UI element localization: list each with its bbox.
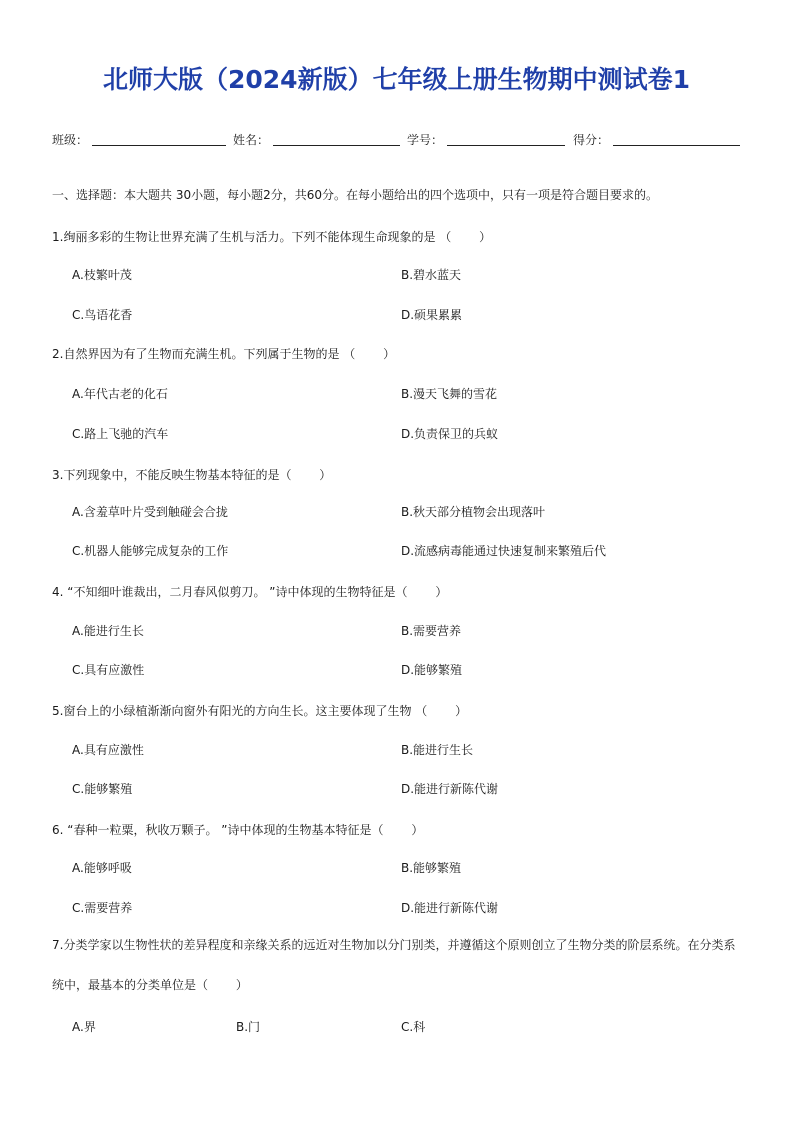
question-3-option-a[interactable]: A.含羞草叶片受到触碰会合拢 <box>72 505 228 519</box>
question-5-option-a[interactable]: A.具有应激性 <box>72 743 144 757</box>
score-blank[interactable] <box>613 145 740 146</box>
question-2-option-c[interactable]: C.路上飞驰的汽车 <box>72 427 169 441</box>
class-label: 班级： <box>52 133 89 147</box>
question-7: 7.分类学家以生物性状的差异程度和亲缘关系的远近对生物加以分门别类，并遵循这个原则创立了生物分类的阶层系统。在分类系统中，最基本的分类单位是（ ） <box>52 938 736 992</box>
question-2-option-a[interactable]: A.年代古老的化石 <box>72 387 168 401</box>
question-3-option-d[interactable]: D.流感病毒能通过快速复制来繁殖后代 <box>401 544 607 558</box>
question-5-option-d[interactable]: D.能进行新陈代谢 <box>401 782 499 796</box>
question-7-option-c[interactable]: C.科 <box>401 1020 426 1034</box>
question-3-option-c[interactable]: C.机器人能够完成复杂的工作 <box>72 544 229 558</box>
question-5-option-c[interactable]: C.能够繁殖 <box>72 782 133 796</box>
name-label: 姓名： <box>233 133 270 147</box>
document-title: 北师大版（2024新版）七年级上册生物期中测试卷1 <box>103 65 690 94</box>
question-5: 5.窗台上的小绿植渐渐向窗外有阳光的方向生长。这主要体现了生物 （ ） <box>52 704 468 718</box>
question-1-option-d[interactable]: D.硕果累累 <box>401 308 463 322</box>
id-label: 学号： <box>407 133 444 147</box>
question-1-option-c[interactable]: C.鸟语花香 <box>72 308 133 322</box>
question-4-option-a[interactable]: A.能进行生长 <box>72 624 144 638</box>
question-2-option-d[interactable]: D.负责保卫的兵蚁 <box>401 427 499 441</box>
question-6-option-c[interactable]: C.需要营养 <box>72 901 133 915</box>
section-heading: 一、选择题：本大题共 30小题，每小题2分，共60分。在每小题给出的四个选项中，只有一项是符合题目要求的。 <box>52 188 658 202</box>
class-blank[interactable] <box>92 145 226 146</box>
question-6-option-b[interactable]: B.能够繁殖 <box>401 861 462 875</box>
question-1: 1.绚丽多彩的生物让世界充满了生机与活力。下列不能体现生命现象的是 （ ） <box>52 230 492 244</box>
name-blank[interactable] <box>273 145 400 146</box>
question-6-option-a[interactable]: A.能够呼吸 <box>72 861 132 875</box>
question-1-option-b[interactable]: B.碧水蓝天 <box>401 268 462 282</box>
student-info-row <box>52 131 742 149</box>
question-4-option-c[interactable]: C.具有应激性 <box>72 663 145 677</box>
question-7-option-b[interactable]: B.门 <box>236 1020 261 1034</box>
score-label: 得分： <box>573 133 610 147</box>
question-3: 3.下列现象中，不能反映生物基本特征的是（ ） <box>52 468 332 482</box>
question-2-option-b[interactable]: B.漫天飞舞的雪花 <box>401 387 498 401</box>
id-blank[interactable] <box>447 145 565 146</box>
question-2: 2.自然界因为有了生物而充满生机。下列属于生物的是 （ ） <box>52 347 396 361</box>
question-3-option-b[interactable]: B.秋天部分植物会出现落叶 <box>401 505 546 519</box>
question-5-option-b[interactable]: B.能进行生长 <box>401 743 474 757</box>
question-6: 6. “春种一粒粟，秋收万颗子。 ”诗中体现的生物基本特征是（ ） <box>52 823 424 837</box>
question-4-option-b[interactable]: B.需要营养 <box>401 624 462 638</box>
question-6-option-d[interactable]: D.能进行新陈代谢 <box>401 901 499 915</box>
question-7-option-a[interactable]: A.界 <box>72 1020 96 1034</box>
question-4-option-d[interactable]: D.能够繁殖 <box>401 663 463 677</box>
question-4: 4. “不知细叶谁裁出，二月春风似剪刀。 ”诗中体现的生物特征是（ ） <box>52 585 448 599</box>
question-1-option-a[interactable]: A.枝繁叶茂 <box>72 268 132 282</box>
